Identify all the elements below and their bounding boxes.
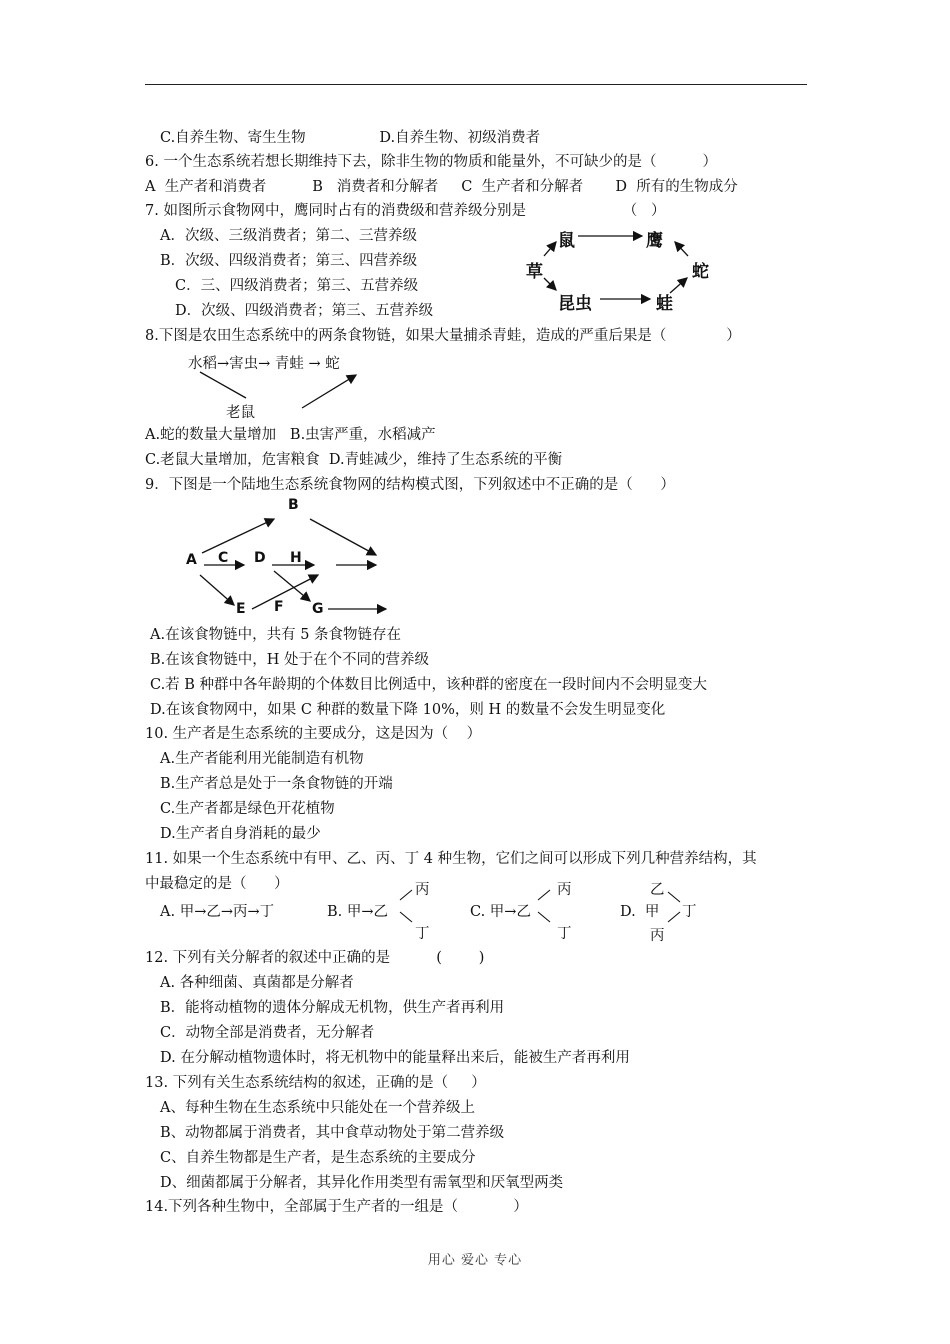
fig7-frog-label: 蛙 [656,294,673,314]
q14-stem: 14.下列各种生物中，全部属于生产者的一组是（ ） [145,1199,528,1215]
q10-option-c: C.生产者都是绿色开花植物 [160,801,335,817]
q13-option-d: D、细菌都属于分解者，其异化作用类型有需氧型和厌氧型两类 [160,1175,564,1191]
q12-option-d: D. 在分解动植物遗体时，将无机物中的能量释出来后，能被生产者再利用 [160,1050,630,1066]
fig9-node-g: G [312,601,324,617]
q13-stem: 13. 下列有关生态系统结构的叙述，正确的是（ ） [145,1075,486,1091]
fig8-chain-text: 水稻→害虫→ 青蛙 → 蛇 [188,356,340,372]
q8-stem: 8.下图是农田生态系统中的两条食物链，如果大量捕杀青蛙，造成的严重后果是（ ） [145,328,741,344]
q10-option-b: B.生产者总是处于一条食物链的开端 [160,776,393,792]
header-rule [145,84,807,85]
fig9-node-h: H [290,550,302,566]
q7-option-c: C．三、四级消费者；第三、五营养级 [175,278,419,294]
q8-options-cd: C.老鼠大量增加，危害粮食 D.青蛙减少，维持了生态系统的平衡 [145,452,563,468]
q11-option-d: D. 甲 [620,904,660,920]
q11-option-c-top: 丙 [557,882,572,898]
q7-stem: 7. 如图所示食物网中，鹰同时占有的消费级和营养级分别是 （ ） [145,203,666,219]
q12-stem: 12. 下列有关分解者的叙述中正确的是 ( ) [145,950,485,966]
q12-option-c: C．动物全部是消费者，无分解者 [160,1025,375,1041]
page-footer: 用心 爱心 专心 [427,1253,523,1268]
fig9-node-f: F [274,599,284,615]
q10-stem: 10. 生产者是生态系统的主要成分，这是因为（ ） [145,726,482,742]
q11-option-c-bottom: 丁 [557,926,572,942]
q10-option-d: D.生产者自身消耗的最少 [160,826,321,842]
q11-stem-line1: 11. 如果一个生态系统中有甲、乙、丙、丁 4 种生物，它们之间可以形成下列几种营养结构，其 [145,851,757,867]
q9-food-web-figure [180,495,395,620]
fig9-node-b: B [288,497,299,513]
fig9-arrows [180,495,395,620]
q9-option-d: D.在该食物网中，如果 C 种群的数量下降 10%，则 H 的数量不会发生明显变化 [150,702,666,718]
fig7-eagle-label: 鹰 [646,231,663,251]
q5-options-cd: C.自养生物、寄生生物 D.自养生物、初级消费者 [160,130,541,146]
q13-option-a: A、每种生物在生态系统中只能处在一个营养级上 [160,1100,475,1116]
fig8-arrows [180,350,400,422]
fig7-rat-label: 鼠 [558,231,575,251]
q12-option-a: A. 各种细菌、真菌都是分解者 [160,975,354,991]
q11-stem-line2: 中最稳定的是（ ） [145,876,289,892]
q11-option-b-bottom: 丁 [415,926,430,942]
q11-option-d-top: 乙 [650,882,665,898]
fig9-node-d: D [254,550,266,566]
q13-option-b: B、动物都属于消费者，其中食草动物处于第二营养级 [160,1125,505,1141]
q11-option-a: A. 甲→乙→丙→丁 [160,904,275,920]
q11-option-d-bottom: 丙 [650,928,665,944]
q7-option-a: A．次级、三级消费者；第二、三营养级 [160,228,417,244]
fig8-mouse-label: 老鼠 [226,405,255,421]
q9-option-c: C.若 B 种群中各年龄期的个体数目比例适中，该种群的密度在一段时间内不会明显变大 [150,677,708,693]
q7-food-web-figure [520,220,720,315]
q6-stem: 6. 一个生态系统若想长期维持下去，除非生物的物质和能量外，不可缺少的是（ ） [145,154,718,170]
q12-option-b: B．能将动植物的遗体分解成无机物，供生产者再利用 [160,1000,505,1016]
q8-food-chain-figure [180,350,400,422]
q9-stem: 9．下图是一个陆地生态系统食物网的结构模式图，下列叙述中不正确的是（ ） [145,477,675,493]
q11-option-b-top: 丙 [415,882,430,898]
q7-option-b: B．次级、四级消费者；第三、四营养级 [160,253,418,269]
q13-option-c: C、自养生物都是生产者，是生态系统的主要成分 [160,1150,476,1166]
q11-option-d-right: 丁 [682,904,697,920]
fig9-node-a: A [186,552,197,568]
q9-option-a: A.在该食物链中，共有 5 条食物链存在 [150,627,402,643]
q11-structures [160,878,720,946]
q8-options-ab: A.蛇的数量大量增加 B.虫害严重，水稻减产 [145,427,436,443]
q10-option-a: A.生产者能利用光能制造有机物 [160,751,364,767]
fig9-node-e: E [236,601,246,617]
q9-option-b: B.在该食物链中，H 处于在个不同的营养级 [150,652,430,668]
q11-option-c: C. 甲→乙 [470,904,531,920]
fig9-node-c: C [218,550,229,566]
fig7-insect-label: 昆虫 [558,294,592,314]
fig7-grass-label: 草 [526,262,543,282]
q11-option-b: B. 甲→乙 [327,904,389,920]
q7-food-web-arrows [520,220,720,315]
fig7-snake-label: 蛇 [692,262,709,282]
q7-option-d: D．次级、四级消费者；第三、五营养级 [175,303,434,319]
q6-options: A 生产者和消费者 B 消费者和分解者 C 生产者和分解者 D 所有的生物成分 [145,179,738,195]
